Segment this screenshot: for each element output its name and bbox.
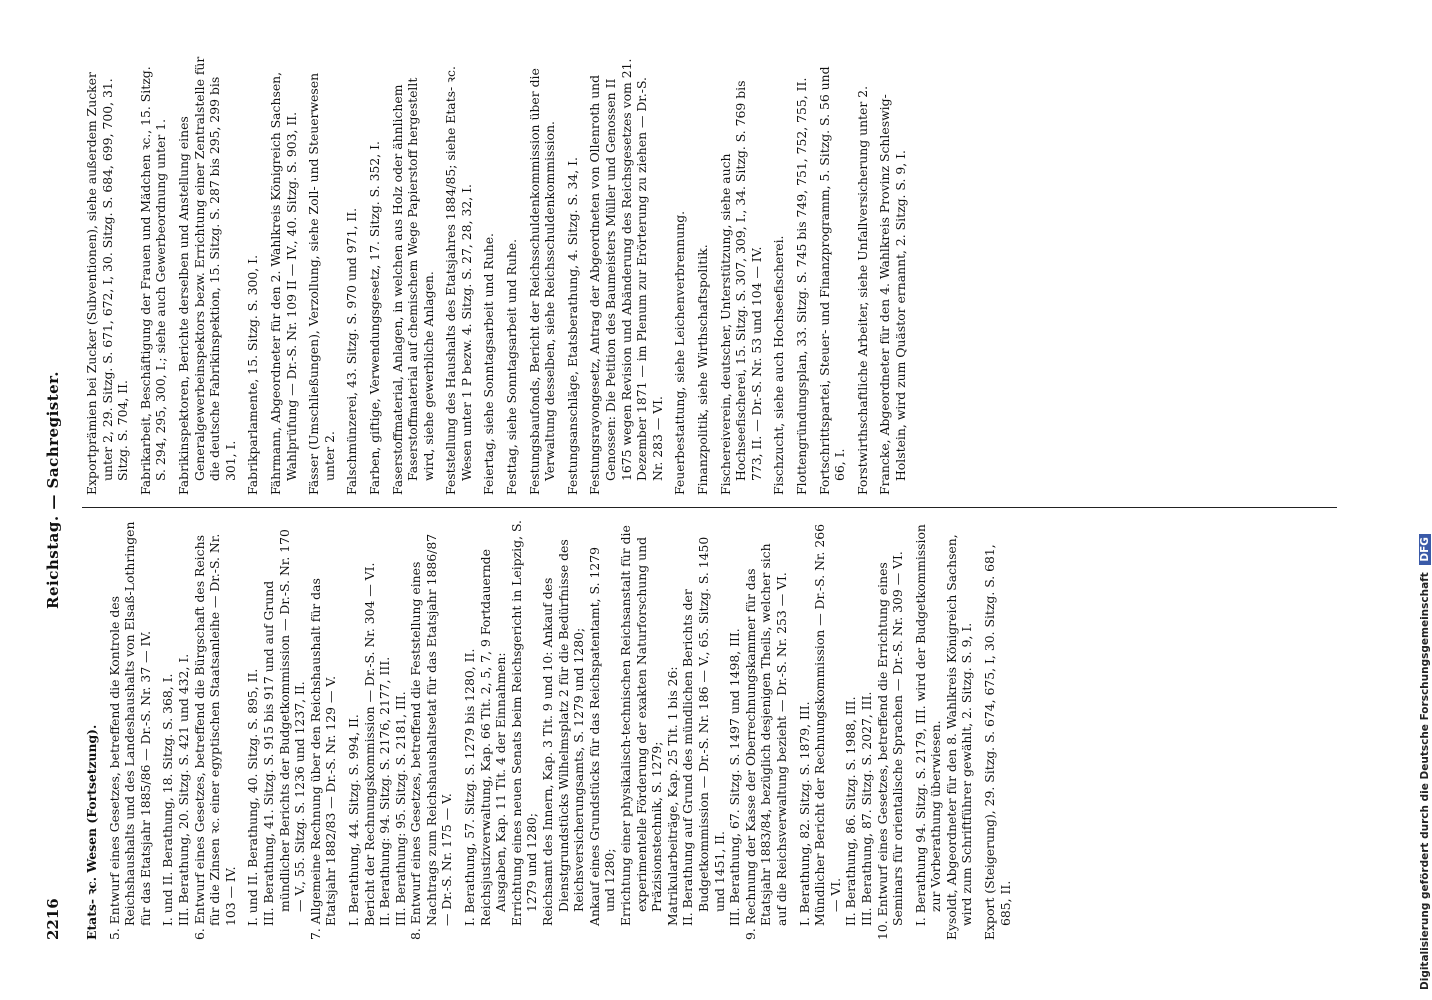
list-item: Fabrikarbeit, Beschäftigung der Frauen und Mädchen ꝛc., 15. Sitzg. S. 294, 295, 300, I.; siehe auch Gewerbeordnung unter 1. <box>137 66 169 495</box>
list-item: Forstwirthschaftliche Arbeiter, siehe Unfallversicherung unter 2. <box>854 85 870 495</box>
dfg-logo: DFG <box>1419 534 1431 565</box>
list-item: Festungsbaufonds, Bericht der Reichsschuldenkommission über die Verwaltung desselben, siehe Reichsschuldenkommission. <box>526 68 558 495</box>
list-item: Matrikularbeiträge, Kap. 25 Tit. 1 bis 26: <box>664 666 680 926</box>
list-item: Festtag, siehe Sonntagsarbeit und Ruhe. <box>504 238 520 495</box>
left-column <box>84 520 1020 940</box>
page-header <box>44 40 68 940</box>
list-item: 9. Rechnung der Kasse der Oberrechnungskammer für das Etatsjahr 1883/84, bezüglich desjenigen Theils, welcher sich auf die Reichsverwaltung bezieht — Dr.-S. Nr. 253 — VI. <box>742 543 789 940</box>
page-title: Reichstag. — Sachregister. <box>44 371 62 609</box>
page-number: 2216 <box>44 898 62 940</box>
list-item: Festungsanschläge, Etatsberathung, 4. Sitzg. S. 34, I. <box>564 157 580 495</box>
list-item: Feuerbestattung, siehe Leichenverbrennung. <box>672 210 688 495</box>
list-item: I. und II. Berathung, 40. Sitzg. S. 895, II. <box>245 668 261 926</box>
list-item: 5. Entwurf eines Gesetzes, betreffend die Kontrole des Reichshaushalts und des Landeshaushalts von Elsaß-Lothringen für das Etatsjahr 1885/86 — Dr.-S. Nr. 37 — IV. <box>106 521 153 940</box>
list-item: Farben, giftige, Verwendungsgesetz, 17. Sitzg. S. 352, I. <box>366 141 382 495</box>
list-item: Fischereiverein, deutscher, Unterstützung, siehe auch Hochseefischerei, 15. Sitzg. S. 307, 309, I., 34. Sitzg. S. 769 bis 773, II. — Dr.-S. Nr. 53 und 104 — IV. <box>717 80 764 495</box>
list-item: III. Berathung: 95. Sitzg. S. 2181, III. <box>392 691 408 926</box>
list-item: II. Berathung: 94. Sitzg. S. 2176, 2177, III. <box>377 656 393 926</box>
list-item: 7. Allgemeine Rechnung über den Reichshaushalt für das Etatsjahr 1882/83 — Dr.-S. Nr. 129 — V. <box>307 578 339 940</box>
list-item: I. Berathung, 82. Sitzg. S. 1879, III. <box>796 701 812 926</box>
right-column <box>84 55 916 495</box>
list-item: Reichsjustizverwaltung, Kap. 66 Tit. 2, 5, 7, 9 Fortdauernde Ausgaben, Kap. 11 Tit. 4 der Einnahmen: <box>477 549 509 926</box>
list-item: I. Berathung 94. Sitzg. S. 2179, III. wird der Budgetkommission zur Vorberathung überwiesen. <box>912 524 944 926</box>
list-item: III. Berathung, 41. Sitzg. S. 915 bis 917 und auf Grund mündlicher Berichts der Budgetkommission — Dr.-S. Nr. 170 — V., 55. Sitzg. S. 1236 und 1237, II. <box>260 529 308 926</box>
list-item: II. Berathung auf Grund des mündlichen Berichts der Budgetkommission — Dr.-S. Nr. 186 — V., 65. Sitzg. S. 1450 und 1451, II. <box>680 536 727 926</box>
list-item: 6. Entwurf eines Gesetzes, betreffend die Bürgschaft des Reichs für die Zinsen ꝛc. einer egyptischen Staatsanleihe — Dr.-S. Nr. 103 — IV. <box>191 533 238 940</box>
list-item: Fabrikinspektoren, Berichte derselben und Anstellung eines Generalgewerbeinspektors bezw. Errichtung einer Zentralstelle für die deutsche Fabrikinspektion, 15. Sitzg. S. 287 bis 295, 299 bis 301, I. <box>175 56 238 495</box>
list-item: Fährmann, Abgeordneter für den 2. Wahlkreis Königreich Sachsen, Wahlprüfung — Dr.-S. Nr. 109 II — IV., 40. Sitzg. S. 903, II. <box>267 71 299 495</box>
list-item: 10. Entwurf eines Gesetzes, betreffend die Errichtung eines Seminars für orientalische Sprachen — Dr.-S. Nr. 309 — VI. <box>874 551 906 940</box>
list-item: Francke, Abgeordneter für den 4. Wahlkreis Provinz Schleswig-Holstein, wird zum Quästor ernannt, 2. Sitzg. S. 9, I. <box>877 94 908 495</box>
list-item: I. und II. Berathung, 18. Sitzg. S. 368, I. <box>160 673 176 926</box>
list-item: Bericht der Rechnungskommission — Dr.-S. Nr. 304 — VI. <box>361 562 377 926</box>
list-item: Fischzucht, siehe auch Hochseefischerei. <box>771 235 787 495</box>
list-item: Festungsrayongesetz, Antrag der Abgeordneten von Ollenroth und Genossen: Die Petition des Baumeisters Müller und Genossen II 1675 wegen Revision und Abänderung des Reichsgesetzes vom 21. Dezember 1871 — im Plenum zur Erörterung zu ziehen — Dr.-S. Nr. 283 — VI. <box>587 58 665 495</box>
list-item: Fabrikparlamente, 15. Sitzg. S. 300, I. <box>245 254 261 495</box>
list-item: Feststellung des Haushalts des Etatsjahres 1884/85; siehe Etats- ꝛc. Wesen unter 1 P bezw. 4. Sitzg. S. 27, 28, 32, I. <box>443 66 474 495</box>
credit-text: Digitalisierung gefördert durch die Deutsche Forschungsgemeinschaft <box>1419 572 1431 990</box>
list-item: Fässer (Umschließungen), Verzollung, siehe Zoll- und Steuerwesen unter 2. <box>306 72 337 495</box>
list-item: Feiertag, siehe Sonntagsarbeit und Ruhe. <box>481 233 497 495</box>
list-item: III. Berathung, 20. Sitzg. S. 421 und 432, I. <box>175 653 191 926</box>
list-item: Errichtung einer physikalisch-technischen Reichsanstalt für die experimentelle Förderung der exakten Naturforschung und Präzisionstechnik, S. 1279; <box>618 525 665 926</box>
list-item: Reichsamt des Innern, Kap. 3 Tit. 9 und 10: Ankauf des Dienstgrundstücks Wilhelmsplatz 2 für die Bedürfnisse des Reichsversicherungsamts, S. 1279 und 1280; <box>540 539 587 926</box>
list-item: III. Berathung, 87. Sitzg. S. 2027, III. <box>858 691 874 926</box>
list-item: Faserstoffmaterial, Anlagen, in welchen aus Holz oder ähnlichem Faserstoffmaterial auf chemischem Wege Papierstoff hergestellt wird, siehe gewerbliche Anlagen. <box>389 77 436 495</box>
column-divider <box>82 507 1337 508</box>
list-item: Export (Steigerung), 29. Sitzg. S. 674, 675, I, 30. Sitzg. S. 681, 685, II. <box>982 544 1013 940</box>
list-item: Mündlicher Bericht der Rechnungskommission — Dr.-S. Nr. 266 — VI. <box>812 523 843 926</box>
list-item: II. Berathung, 86. Sitzg. S. 1988, III. <box>843 696 859 926</box>
list-item: I. Berathung, 44. Sitzg. S. 994, II. <box>345 714 361 926</box>
section-heading: Etats- ꝛc. Wesen (Fortsetzung). <box>84 724 99 940</box>
list-item: Errichtung eines neuen Senats beim Reichsgericht in Leipzig, S. 1279 und 1280; <box>508 520 540 926</box>
list-item: Exportprämien bei Zucker (Subventionen), siehe außerdem Zucker unter 2, 29. Sitzg. S. 671, 672, I, 30. Sitzg. S. 684, 699, 700, 31. Sitzg. S. 704, II. <box>84 72 131 495</box>
list-item: III. Berathung, 67. Sitzg. S. 1497 und 1498, III. <box>727 628 743 926</box>
list-item: Flottengründungsplan, 33. Sitzg. S. 745 bis 749, 751, 752, 755, II. <box>793 77 809 495</box>
list-item: 8. Entwurf eines Gesetzes, betreffend die Feststellung eines Nachtrags zum Reichshaushaltsetat für das Etatsjahr 1886/87 — Dr.-S. Nr. 175 — V. <box>408 533 455 940</box>
digitization-credit <box>1419 10 1431 990</box>
list-item: Ankauf eines Grundstücks für das Reichspatentamt, S. 1279 und 1280; <box>586 547 618 926</box>
list-item: Fortschrittspartei, Steuer- und Finanzprogramm, 5. Sitzg. S. 56 und 66, I. <box>816 66 848 495</box>
list-item: Falschmünzerei, 43. Sitzg. S. 970 und 971, II. <box>344 207 360 495</box>
list-item: Finanzpolitik, siehe Wirthschaftspolitik. <box>695 244 710 495</box>
list-item: I. Berathung, 57. Sitzg. S. 1279 bis 1280, II. <box>462 648 478 926</box>
list-item: Eysoldt, Abgeordneter für den 8. Wahlkreis Königreich Sachsen, wird zum Schriftführer gewählt, 2. Sitzg. S. 9, I. <box>943 534 975 940</box>
